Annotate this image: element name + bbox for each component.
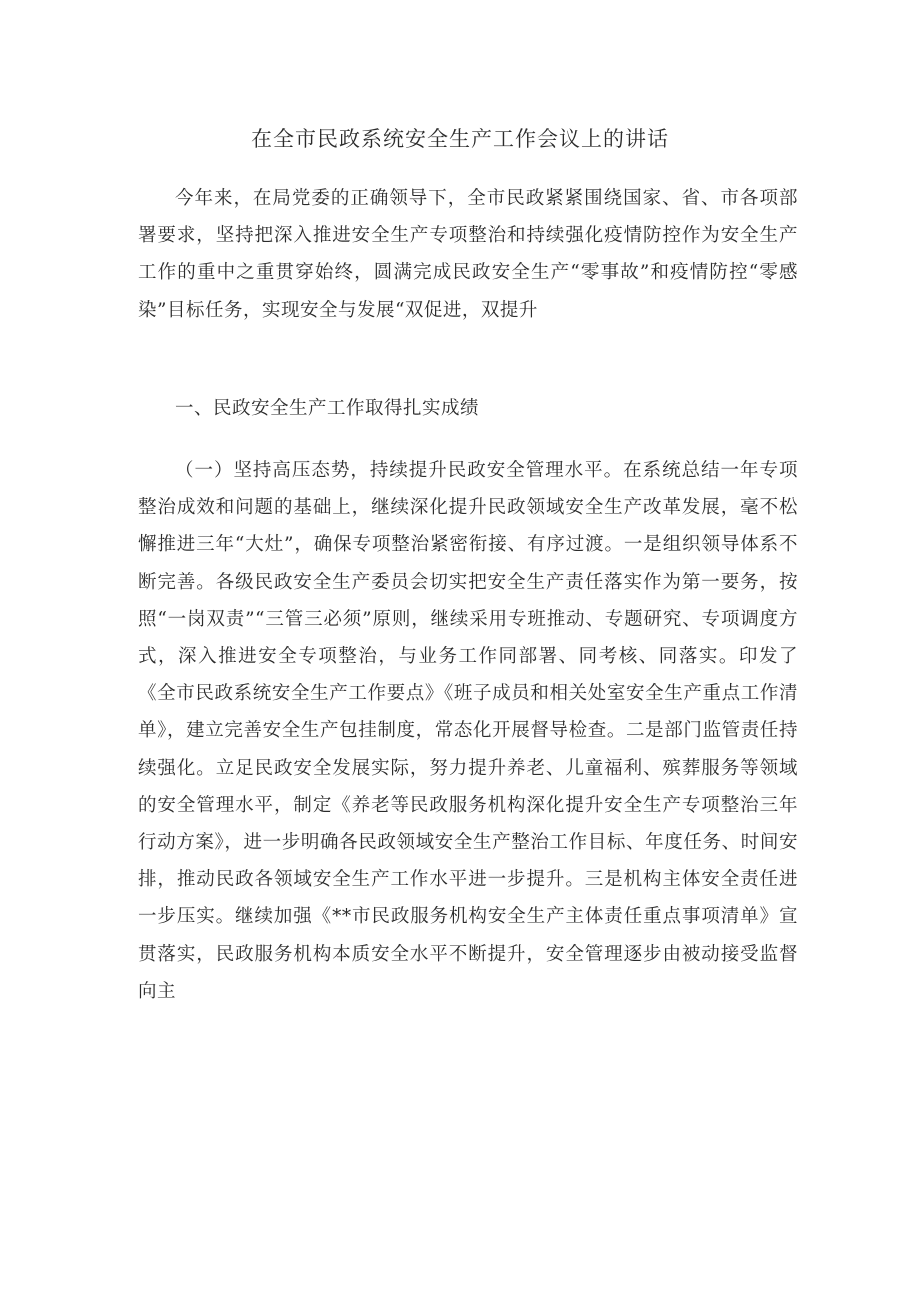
intro-paragraph: 今年来，在局党委的正确领导下，全市民政紧紧围绕国家、省、市各项部署要求，坚持把深入推进安全生产专项整治和持续强化疫情防控作为安全生产工作的重中之重贯穿始终，圆满完成民政安全生产“零事故”和疫情防控“零感染”目标任务，实现安全与发展“双促进，双提升 bbox=[138, 188, 798, 321]
body-paragraph: （一）坚持高压态势，持续提升民政安全管理水平。在系统总结一年专项整治成效和问题的基础上，继续深化提升民政领域安全生产改革发展，毫不松懈推进三年“大灶”，确保专项整治紧密衔接、有序过渡。一是组织领导体系不断完善。各级民政安全生产委员会切实把安全生产责任落实作为第一要务，按照“一岗双责”“三管三必须”原则，继续采用专班推动、专题研究、专项调度方式，深入推进安全专项整治，与业务工作同部署、同考核、同落实。印发了《全市民政系统安全生产工作要点》《班子成员和相关处室安全生产重点工作清单》，建立完善安全生产包挂制度，常态化开展督导检查。二是部门监管责任持续强化。立足民政安全发展实际，努力提升养老、儿童福利、殡葬服务等领域的安全管理水平，制定《养老等民政服务机构深化提升安全生产专项整治三年行动方案》，进一步明确各民政领域安全生产整治工作目标、年度任务、时间安排，推动民政各领域安全生产工作水平进一步提升。三是机构主体安全责任进一步压实。继续加强《**市民政服务机构安全生产主体责任重点事项清单》宣贯落实，民政服务机构本质安全水平不断提升，安全管理逐步由被动接受监督向主 bbox=[138, 460, 798, 1002]
document-title: 在全市民政系统安全生产工作会议上的讲话 bbox=[251, 127, 669, 151]
section-heading: 一、民政安全生产工作取得扎实成绩 bbox=[175, 398, 480, 419]
